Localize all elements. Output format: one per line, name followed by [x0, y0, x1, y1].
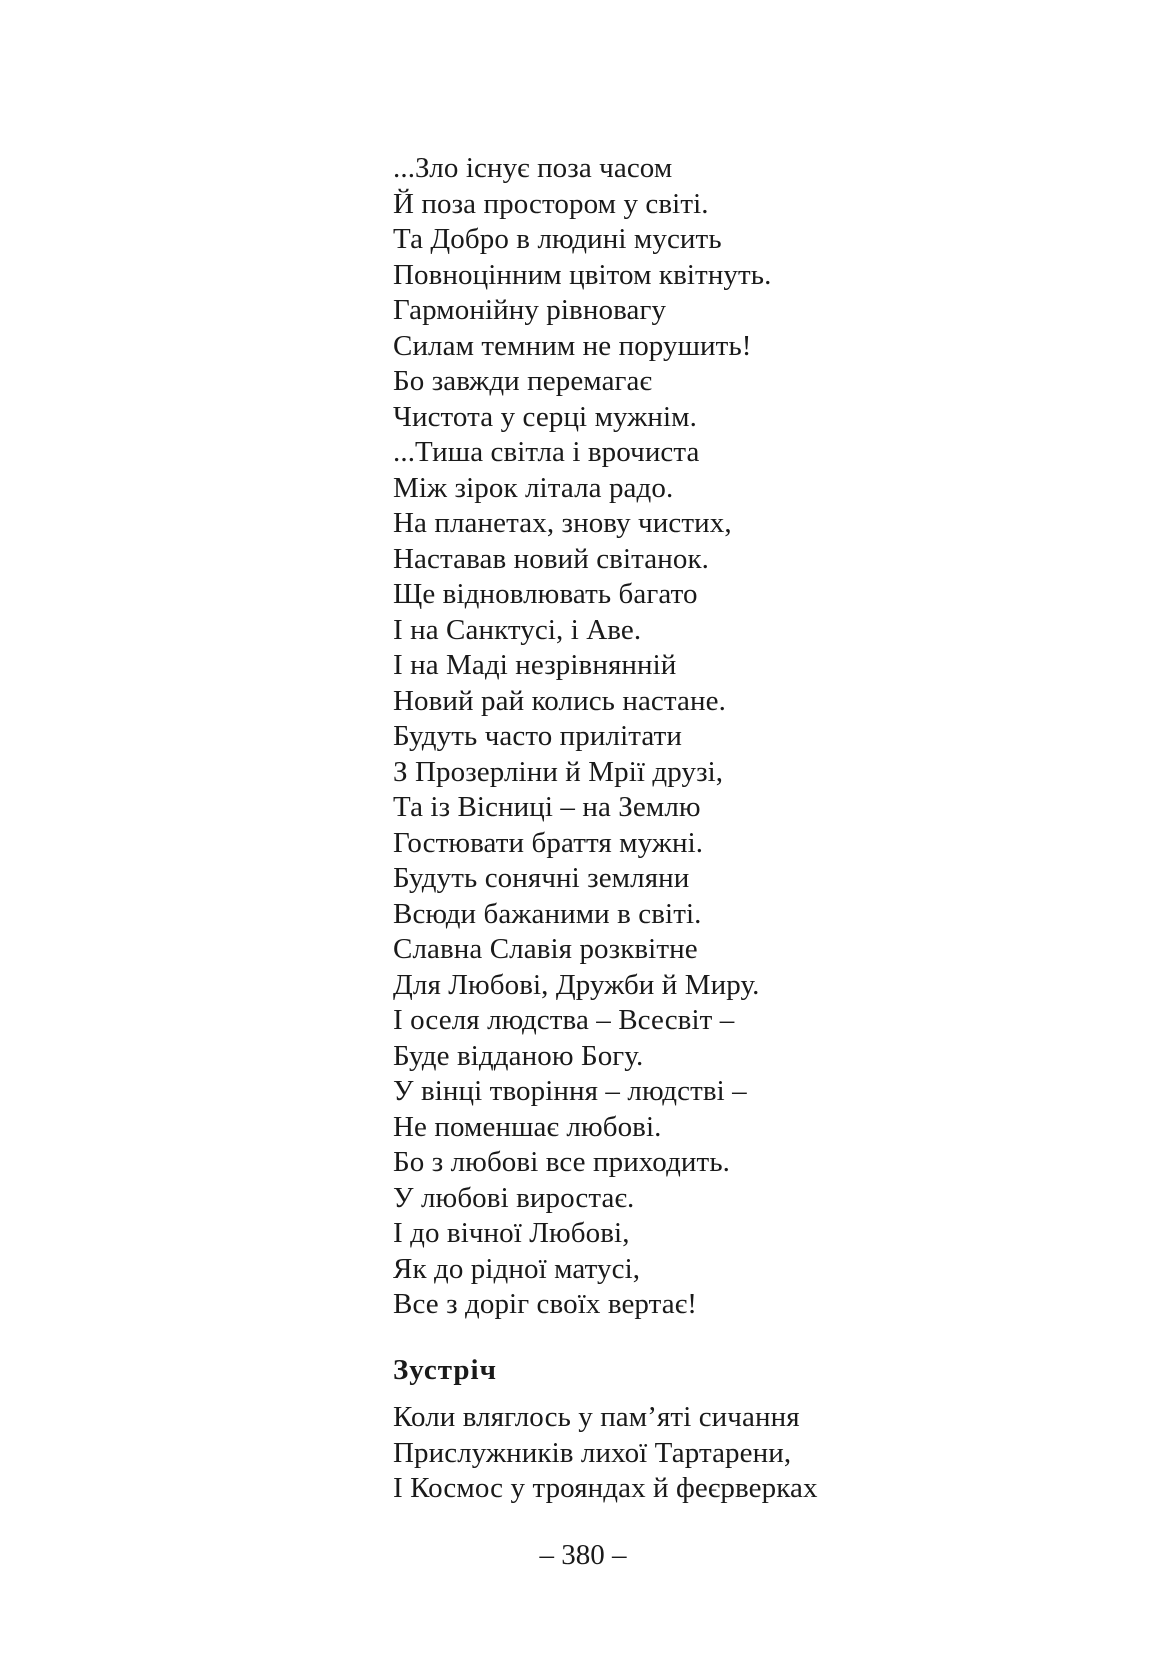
poem-line: Та із Вісниці – на Землю	[393, 791, 701, 823]
poem-line: І на Маді незрівнянній	[393, 649, 677, 681]
poem-line: Коли вляглось у пам’яті сичання	[393, 1401, 800, 1433]
poem-line: Будуть часто прилітати	[393, 720, 682, 752]
poem-line: Для Любові, Дружби й Миру.	[393, 968, 760, 1001]
poem-line: Бо завжди перемагає	[393, 365, 653, 397]
section-title: Зустріч	[393, 1354, 497, 1386]
poem-stanza	[393, 151, 771, 1323]
poem-line: Ще відновлювать багато	[393, 578, 698, 610]
poem-line: Прислужників лихої Тартарени,	[393, 1436, 792, 1469]
poem-line: Чистота у серці мужнім.	[393, 400, 697, 433]
poem-line: Повноцінним цвітом квітнуть.	[393, 258, 772, 291]
poem-line: І до вічної Любові,	[393, 1217, 630, 1249]
poem-line: Наставав новий світанок.	[393, 542, 709, 575]
poem-line: Бо з любові все приходить.	[393, 1146, 730, 1178]
poem-line: Як до рідної матусі,	[393, 1252, 641, 1285]
poem-line: Всюди бажаними в світі.	[393, 897, 702, 930]
poem-line: І на Санктусі, і Аве.	[393, 613, 642, 646]
poem-line: Між зірок літала радо.	[393, 471, 674, 504]
poem-line: Славна Славія розквітне	[393, 933, 698, 965]
poem-line: ...Тиша світла і врочиста	[393, 436, 700, 468]
poem-line: Та Добро в людині мусить	[393, 223, 722, 255]
section-stanza	[393, 1400, 818, 1507]
poem-line: Силам темним не порушить!	[393, 329, 752, 362]
poem-line: У любові виростає.	[393, 1181, 635, 1214]
poem-line: Новий рай колись настане.	[393, 684, 726, 717]
page-number: – 380 –	[539, 1539, 627, 1571]
poem-line: Гостювати браття мужні.	[393, 826, 704, 859]
poem-line: ...Зло існує поза часом	[393, 152, 673, 184]
poem-line: І оселя людства – Всесвіт –	[393, 1004, 735, 1036]
poem-line: У вінці творіння – людстві –	[393, 1075, 747, 1107]
poem-line: З Прозерліни й Мрії друзі,	[393, 755, 724, 788]
poem-line: Гармонійну рівновагу	[393, 294, 667, 326]
poem-line: На планетах, знову чистих,	[393, 507, 732, 539]
poem-line: І Космос у трояндах й феєрверках	[393, 1472, 818, 1504]
poem-line: Будуть сонячні земляни	[393, 862, 690, 894]
poem-line: Не поменшає любові.	[393, 1110, 662, 1143]
poem-line: Все з доріг своїх вертає!	[393, 1288, 698, 1320]
poem-line: Буде відданою Богу.	[393, 1039, 644, 1072]
poem-line: Й поза простором у світі.	[393, 187, 709, 220]
